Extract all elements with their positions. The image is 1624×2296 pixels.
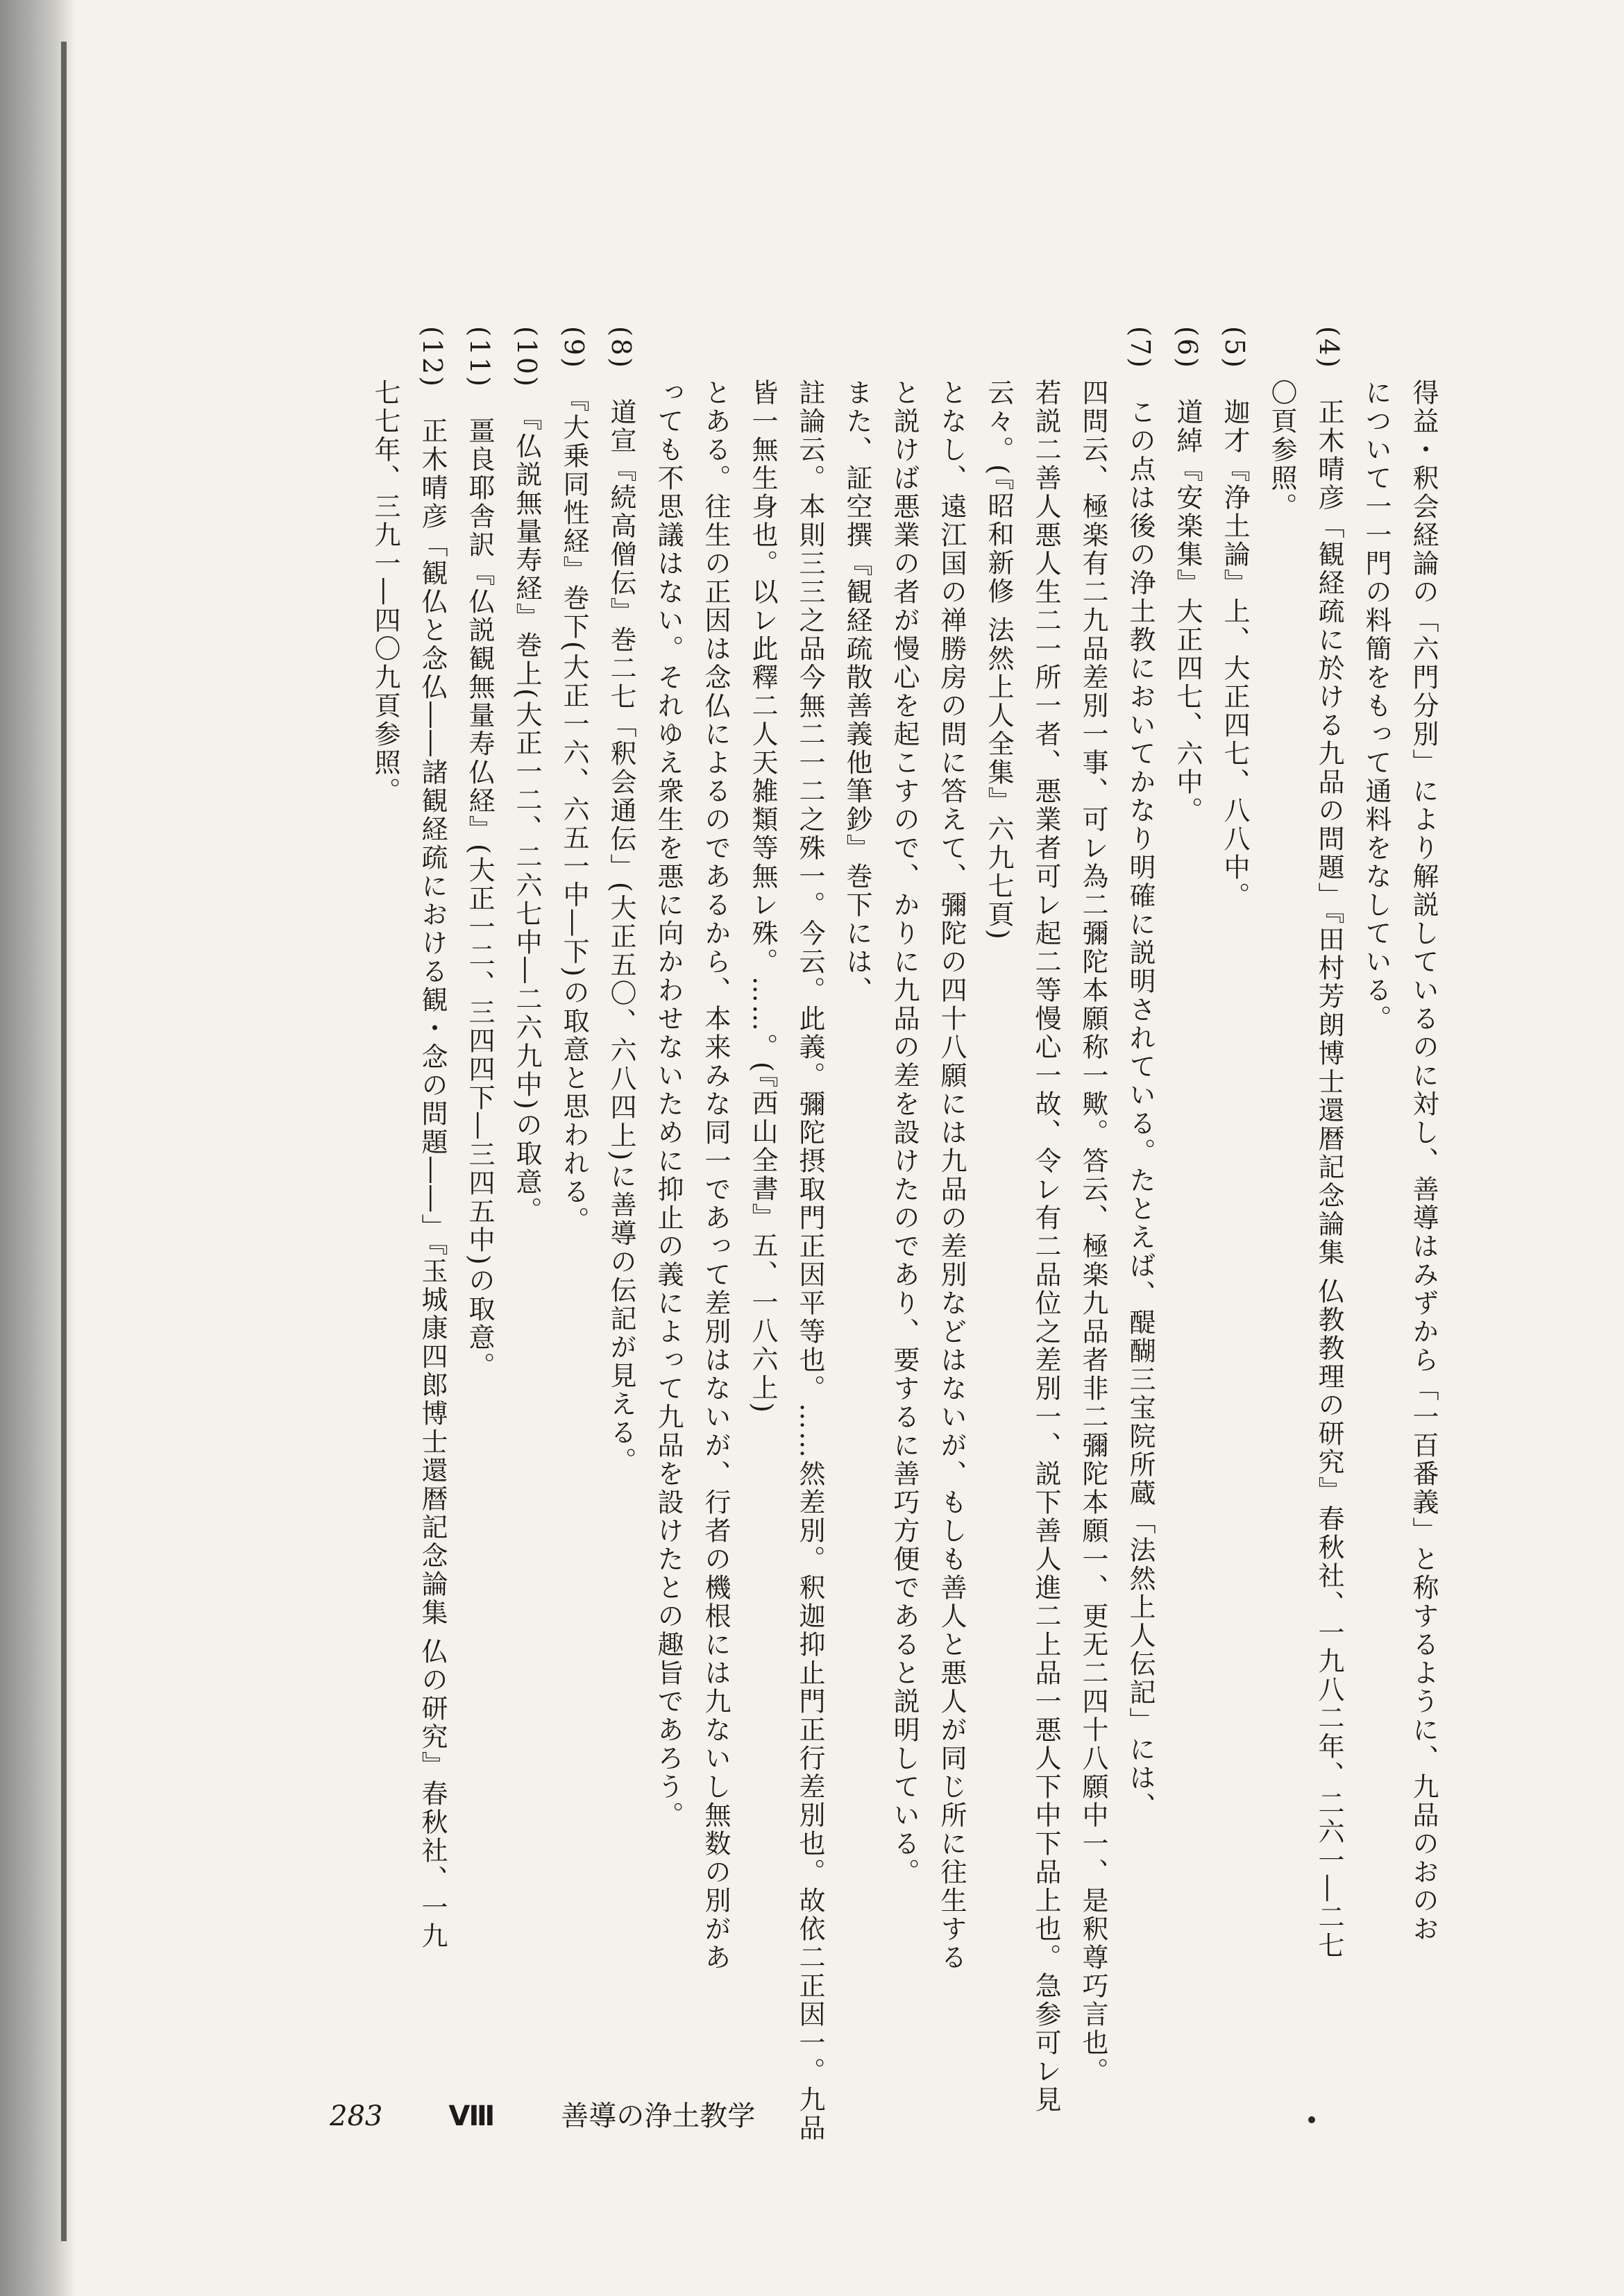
note-7-line-4: また、証空撰『観経疏散善義他筆鈔』巻下には、	[842, 379, 872, 1005]
page-footer	[330, 2095, 755, 2137]
note-4-line-1: (4) 正木晴彦「観経疏に於ける九品の問題」『田村芳朗博士還暦記念論集 仏教教理の研究』春秋社、一九八二年、二六一―二七	[1314, 326, 1344, 1960]
note-5: (5) 迦才『浄土論』上、大正四七、八八中。	[1219, 326, 1250, 910]
note-4-line-2: 〇頁参照。	[1267, 379, 1297, 521]
note-3-line-2: について一一門の料簡をもって通料をなしている。	[1361, 379, 1392, 1033]
note-7-line-6: っても不思議はない。それゆえ衆生を悪に向かわせないために抑止の義によって九品を設けたとの趣旨であろう。	[653, 379, 684, 1830]
note-7-line-3: と説けば悪業の者が慢心を起こすので、かりに九品の差を設けたのであり、要するに善巧方便であると説明している。	[889, 379, 920, 1887]
note-12-line-1: (12) 正木晴彦「観仏と念仏――諸観経疏における観・念の問題――」『玉城康四郎博士還暦記念論集 仏の研究』春秋社、一九	[417, 326, 448, 1951]
section-number: Ⅷ	[448, 2100, 496, 2132]
binding-edge-line	[61, 42, 67, 2241]
note-7-line-2: となし、遠江国の禅勝房の問に答えて、彌陀の四十八願には九品の差別などはないが、もしも善人と悪人が同じ所に往生する	[936, 379, 967, 1972]
note-12-line-2: 七七年、三九一―四〇九頁参照。	[370, 379, 400, 806]
running-title: 善導の浄土教学	[561, 2100, 756, 2132]
note-7-line-1: (7) この点は後の浄土教においてかなり明確に説明されている。たとえば、醍醐三宝院所蔵「法然上人伝記」には、	[1125, 326, 1156, 1821]
note-7-line-5: とある。往生の正因は念仏によるのであるから、本来みな同一であって差別はないが、行者の機根には九ないし無数の別があ	[700, 379, 731, 1972]
note-3-line-1: 得益・釈会経論の「六門分別」により解説しているのに対し、善導はみずから「一百番義」と称するように、九品のおのお	[1408, 379, 1439, 1944]
note-7-quote-line-2: 若説二善人悪人生二一所一者、悪業者可レ起二等慢心一故、令レ有二品位之差別一、説下善人進二上品一悪人下中下品上也。急参可レ見	[1031, 379, 1061, 2114]
note-7-quote-line-4: 註論云。本則三三之品今無二一二之殊一。今云。此義。彌陀摂取門正因平等也。……然差別。釈迦抑止門正行差別也。故依二正因一。九品	[795, 379, 825, 2143]
note-7-quote-line-3: 云々。(『昭和新修 法然上人全集』六九七頁)	[983, 379, 1014, 942]
page-number: 283	[330, 2100, 383, 2132]
print-dot-mark	[1308, 2116, 1315, 2123]
note-7-quote-line-1: 四問云、極楽有二九品差別一事、可レ為二彌陀本願称一歟。答云、極楽九品者非二彌陀本願一、更无二四十八願中一、是釈尊巧言也。	[1078, 379, 1108, 2086]
note-9: (9) 『大乗同性経』巻下(大正一六、六五一中―下)の取意と思われる。	[559, 326, 589, 1235]
note-10: (10) 『仏説無量寿経』巻上(大正一二、二六七中―二六九中)の取意。	[511, 326, 542, 1225]
note-8: (8) 道宣『続高僧伝』巻二七「釈会通伝」(大正五〇、六八四上)に善導の伝記が見える。	[606, 326, 636, 1476]
note-7-quote-line-5: 皆一無生身也。以レ此釋二人天雑類等無レ殊。……。(『西山全書』五、一八六上)	[747, 379, 778, 1415]
note-6: (6) 道綽『安楽集』大正四七、六中。	[1172, 326, 1203, 825]
note-11: (11) 畺良耶舎訳『仏説観無量寿仏経』(大正一二、三四四下―三四五中)の取意。	[464, 326, 495, 1381]
